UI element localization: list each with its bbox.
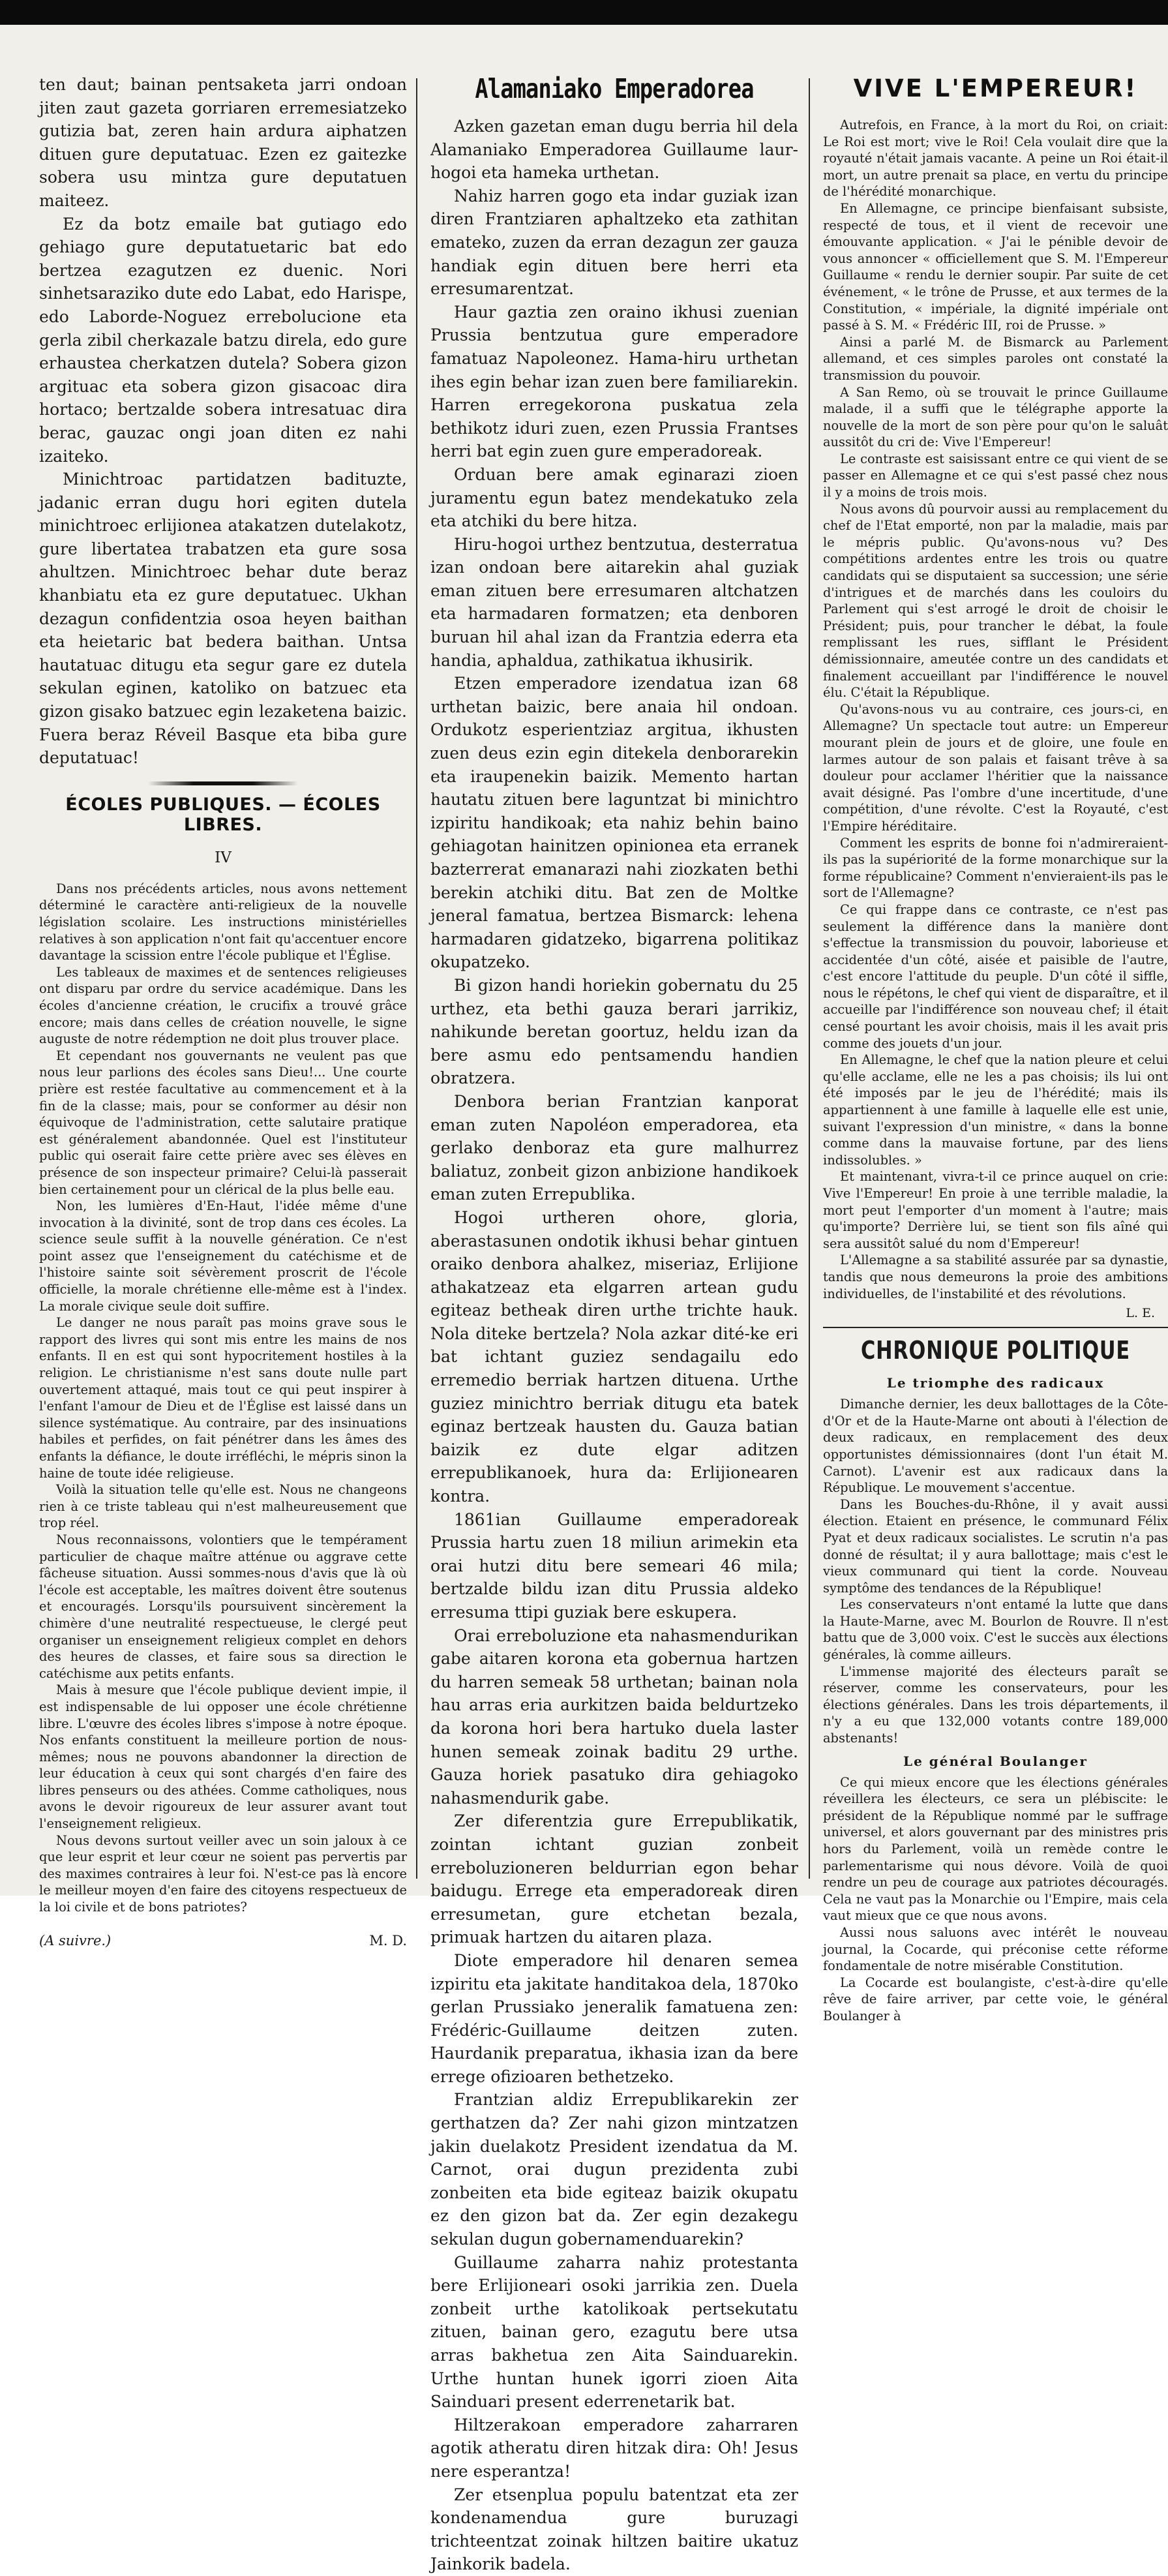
paragraph: L'immense majorité des électeurs paraît se réserver, comme les conservateurs, pour les élections générales. Dans les trois départements, il n'y a eu que 132,000 votants contre 189,000 abstenants! [823, 1663, 1168, 1746]
paragraph: Nous avons dû pourvoir aussi au remplacement du chef de l'Etat emporté, non par la maladie, mais par le mépris public. Qu'avons-nous vu? Des compétitions ardentes entre les trois ou quatre candidats qui se disputaient sa succession; une série d'intrigues et de marchés dans les couloirs du Parlement qui s'est arrogé le droit de choisir le Président; puis, pour trancher le débat, la foule remplissant les rues, sifflant le Président démissionnaire, ameutée contre un des candidats et finalement accueillant par l'indifférence le nouvel élu. C'était la République. [823, 501, 1168, 701]
divider-ornament [148, 781, 298, 785]
paragraph: Nous reconnaissons, volontiers que le tempérament particulier de chaque maître atténue ou aggrave cette fâcheuse situation. Aussi sommes-nous d'avis que là où l'école est acceptable, les maîtres doivent être soutenus et encouragés. Lorsqu'ils poursuivent sincèrement la chimère d'une neutralité respectueuse, le clergé peut organiser un enseignement religieux complet en dehors des heures de classes, et faire sous sa direction le catéchisme aux petits enfants. [39, 1532, 407, 1681]
paragraph: Le danger ne nous paraît pas moins grave sous le rapport des livres qui sont mis entre les mains de nos enfants. Il en est qui sont hypocritement hostiles à la religion. Le christianisme n'est sans doute nulle part ouvertement attaqué, mais tout ce qui peut inspirer à l'enfant l'amour de Dieu et de l'Église est laissé dans un silence systématique. Au contraire, par des insinuations habiles et perfides, on fait pénétrer dans les âmes des enfants la défiance, le doute irréfléchi, le mépris sinon la haine de toute idée religieuse. [39, 1315, 407, 1481]
paragraph: A San Remo, où se trouvait le prince Guillaume malade, il a suffi que le télégraphe apporte la nouvelle de la mort de son père pour qu'on le saluât aussitôt du cri de: Vive l'Empereur! [823, 384, 1168, 450]
chronique-radicaux [823, 1396, 1168, 1746]
article-ecoles [39, 881, 407, 1916]
paragraph: Aussi nous saluons avec intérêt le nouveau journal, la Cocarde, qui préconise cette réforme fondamentale de notre misérable Constitution. [823, 1924, 1168, 1974]
paragraph: Zer etsenplua populu batentzat eta zer kondenamendua gure buruzagi trichteentzat zoinak hiltzen baitire ukatuz Jainkorik badela. [430, 2485, 798, 2574]
scan-top-border [0, 0, 1168, 25]
section-heading-ecoles: ÉCOLES PUBLIQUES. — ÉCOLES LIBRES. [65, 794, 381, 835]
paragraph: ten daut; bainan pentsaketa jarri ondoan jiten zaut gazeta gorriaren erremesiatzeko gutizia bat, zeren hain ardura aiphatzen dituen gure deputatuac. Ezen ez gaitezke sobera usu mintza gure deputatuen maiteez. [39, 75, 407, 210]
paragraph: Ce qui mieux encore que les élections générales réveillera les électeurs, ce sera un plébiscite: le président de la République nommé par le suffrage universel, et alors gouvernant par des ministres pris hors du Parlement, voilà un remède contre le parlementarisme qui nous dévore. Voilà de quoi rendre un peu de courage aux patriotes découragés. Cela ne vaut pas la Monarchie ou l'Empire, mais cela vaut mieux que ce que nous avons. [823, 1774, 1168, 1924]
to-be-continued: (A suivre.) [39, 1932, 112, 1948]
chronique-boulanger [823, 1774, 1168, 2025]
author-initials: L. E. [1126, 1306, 1155, 1321]
paragraph: Dans nos précédents articles, nous avons nettement déterminé le caractère anti-religieux de la nouvelle législation scolaire. Les instructions ministérielles relatives à son application n'ont fait qu'accentuer encore davantage la scission entre l'école publique et l'Église. [39, 881, 407, 963]
paragraph: Ainsi a parlé M. de Bismarck au Parlement allemand, et ces simples paroles ont constaté la transmission du pouvoir. [823, 334, 1168, 383]
paragraph: Le contraste est saisissant entre ce qui vient de se passer en Allemagne et ce qui s'est passé chez nous il y a moins de trois mois. [823, 451, 1168, 500]
paragraph: Ce qui frappe dans ce contraste, ce n'est pas seulement la différence dans la manière dont s'effectue la transmission du pouvoir, laborieuse et accidentée d'un côté, aisée et paisible de l'autre, c'est encore l'attitude du peuple. D'un côté il siffle, nous le répétons, le chef qui vient de disparaître, et il accueille par l'indifférence son nouveau chef; il était censé pourtant les avoir choisis, mais il les avait pris comme des jouets d'un jour. [823, 902, 1168, 1051]
column-right [823, 73, 1168, 2023]
paragraph: Nous devons surtout veiller avec un soin jaloux à ce que leur esprit et leur cœur ne soient pas pervertis par des maximes contraires à leur foi. N'est-ce pas là encore le meilleur moyen d'en faire des citoyens respectueux de la loi civile et de bons patriotes? [39, 1832, 407, 1915]
paragraph: Les conservateurs n'ont entamé la lutte que dans la Haute-Marne, avec M. Bourlon de Rouvre. Il n'est battu que de 3,000 voix. C'est le succès aux élections générales, là comme ailleurs. [823, 1597, 1168, 1663]
basque-text-continuation [39, 73, 407, 770]
subheading-boulanger: Le général Boulanger [903, 1753, 1088, 1769]
paragraph: Non, les lumières d'En-Haut, l'idée même d'une invocation à la divinité, sont de trop dans ces écoles. La science seule suffit à la nouvelle génération. Ce n'est point assez que l'enseignement du catéchisme et de l'histoire sainte soit sévèrement proscrit de l'école officielle, la morale chrétienne elle-même est à l'index. La morale civique seule doit suffire. [39, 1198, 407, 1314]
paragraph: En Allemagne, ce principe bienfaisant subsiste, respecté de tous, et il vient de recevoir une émouvante application. « J'ai le pénible devoir de vous annoncer « officiellement que S. M. l'Empereur Guillaume « rendu le dernier soupir. Par suite de cet événement, « le trône de Prusse, et aux termes de la Constitution, « impériale, la dignité impériale ont passé à S. M. « Frédéric III, roi de Prusse. » [823, 200, 1168, 333]
paragraph: Nahiz harren gogo eta indar guziak izan diren Frantziaren aphaltzeko eta zathitan emateko, zuzen da erran dezagun zer gauza handiak egin dituen bere herri eta erresumarentzat. [430, 186, 798, 299]
paragraph: Azken gazetan eman dugu berria hil dela Alamaniako Emperadorea Guillaume laur-hogoi eta hameka urthetan. [430, 117, 798, 183]
paragraph: En Allemagne, le chef que la nation pleure et celui qu'elle acclame, elle ne les a pas choisis; ils lui ont été imposés par le jeu de l'hérédité; mais ils appartiennent à une famille à laquelle elle est unie, suivant l'expression d'un ministre, « dans la bonne comme dans la mauvaise fortune, par des liens indissolubles. » [823, 1052, 1168, 1168]
article-footer [39, 1933, 407, 1948]
paragraph: Orai erreboluzione eta nahasmendurikan gabe aitaren korona eta gobernua hartzen du harren semeak 58 urthetan; bainan nola hau arras eria aurkitzen baida beldurtzeko da korona hori bera hartuko duela laster hunen semeak zoinak baditu 29 urthe. Gauza horiek pasatuko dira gehiagoko nahasmendurik gabe. [430, 1626, 798, 1808]
subheading-radicaux: Le triomphe des radicaux [886, 1375, 1105, 1391]
paragraph: La Cocarde est boulangiste, c'est-à-dire qu'elle rêve de faire arriver, par cette voie, le général Boulanger à [823, 1975, 1168, 2023]
paragraph: Diote emperadore hil denaren semea izpiritu eta jakitate handitakoa dela, 1870ko gerlan Prussiako jeneralik famatuena zen: Frédéric-Guillaume deitzen zuten. Haurdanik preparatua, ikhasia izan da bere errege ofizioaren bethetzeko. [430, 1950, 798, 2086]
author-initials: M. D. [369, 1932, 407, 1948]
divider-line [823, 1327, 1168, 1328]
paragraph: Bi gizon handi horiekin gobernatu du 25 urthez, eta bethi gauza berari jarrikiz, nahikunde beretan goortuz, heldu izan da bere asmu edo pentsamendu handien obratzera. [430, 975, 798, 1088]
paragraph: Ez da botz emaile bat gutiago edo gehiago gure deputatuetaric bat edo bertzea ezagutzen ez duenic. Nori sinhetsaraziko dute edo Labat, edo Harispe, edo Laborde-Noguez errebolucione eta gerla zibil cherkazale batzu direla, edo gure erhaustea cherkatzen dutela? Sobera gizon argituac eta sobera gizon gisacoac dira hortaco; bertzalde sobera intresatuac dira berac, gauzac ongi joan diten ez nahi izaiteko. [39, 214, 407, 466]
paragraph: Autrefois, en France, à la mort du Roi, on criait: Le Roi est mort; vive le Roi! Cela voulait dire que la royauté n'était jamais vacante. A peine un Roi était-il mort, un autre prenait sa place, en vertu du principe de l'hérédité monarchique. [823, 117, 1168, 200]
paragraph: Voilà la situation telle qu'elle est. Nous ne changeons rien à ce triste tableau qui n'est malheureusement que trop réel. [39, 1482, 407, 1531]
paragraph: Minichtroac partidatzen badituzte, jadanic erran dugu hori egiten dutela minichtroec erlijionea atakatzen dutelakotz, gure libertatea trabatzen eta gure sosa ahultzen. Minichtroec behar dute beraz khanbiatu eta ez gure deputatuec. Ukhan dezagun confidentzia osoa heyen baithan eta heietaric bat bedera baithan. Untsa hautatuac ditugu eta segur gare ez dutela sekulan eginen, katoliko on batzuec eta gizon gisako batzuec egin lezaketena baizic. Fuera beraz Réveil Basque eta biba gure deputatuac! [39, 470, 407, 768]
headline-vive-empereur: VIVE L'EMPEREUR! [853, 74, 1138, 102]
paragraph: Dans les Bouches-du-Rhône, il y avait aussi élection. Etaient en présence, le communard Félix Pyat et deux radicaux socialistes. Le scrutin n'a pas donné de résultat; il y aura ballottage; mais c'est le vieux communard qui tient la corde. Nouveau symptôme des tendances de la République! [823, 1496, 1168, 1596]
paragraph: Haur gaztia zen oraino ikhusi zuenian Prussia bentzutua gure emperadore famatuaz Napoleonez. Hama-hiru urthetan ihes egin behar izan zuen bere familiarekin. Harren erregekorona puskatua zela bethikotz iduri zuen, ezen Prussia Frantses herri bat egin zuen gure emperadoreak. [430, 302, 798, 461]
column-rule [809, 78, 810, 1879]
article-vive-empereur [823, 117, 1168, 1302]
paragraph: Denbora berian Frantzian kanporat eman zuten Napoléon emperadorea, eta gerlako denboraz eta gure malhurrez baliatuz, zonbeit gizon anbizione handikoek eman zuten Errepublika. [430, 1091, 798, 1204]
article-emperadorea [430, 115, 798, 2576]
paragraph: Les tableaux de maximes et de sentences religieuses ont disparu par ordre du service académique. Dans les écoles d'ancienne création, le crucifix a trouvé grâce encore; mais dans celles de création nouvelle, le signe auguste de notre rédemption ne doit plus trouver place. [39, 964, 407, 1047]
paragraph: Dimanche dernier, les deux ballottages de la Côte-d'Or et de la Haute-Marne ont abouti à l'élection de deux radicaux, en remplacement des deux opportunistes démissionnaires (dont l'un était M. Carnot). L'avenir est aux radicaux dans la République. Le mouvement s'accentue. [823, 1397, 1168, 1496]
paragraph: 1861ian Guillaume emperadoreak Prussia hartu zuen 18 miliun arimekin eta orai hutzi ditu bere semeari 46 mila; bertzalde bildu izan ditu Prussia aldeko erresuma ttipi guziak bere eskupera. [430, 1509, 798, 1622]
paragraph: Frantzian aldiz Errepublikarekin zer gerthatzen da? Zer nahi gizon mintzatzen jakin duelakotz President izendatua da M. Carnot, orai dugun prezidenta zubi zonbeiten eta bide egiteaz baizik okupatu ez den gizon bat da. Zer egin dezakegu sekulan dugun gobernamenduarekin? [430, 2090, 798, 2249]
headline-emperadorea: Alamaniako Emperadorea [475, 73, 754, 104]
paragraph: Qu'avons-nous vu au contraire, ces jours-ci, en Allemagne? Un spectacle tout autre: un Empereur mourant plein de jours et de gloire, une foule en larmes autour de son palais et faisant trêve à sa douleur pour acclamer l'héritier que la naissance avait désigné. Pas l'ombre d'une incertitude, d'une compétition, d'une révolte. C'est la Royauté, c'est l'Empire héréditaire. [823, 701, 1168, 834]
paragraph: L'Allemagne a sa stabilité assurée par sa dynastie, tandis que nous demeurons la proie des ambitions individuelles, de l'instabilité et des révolutions. [823, 1252, 1168, 1301]
paragraph: Hiru-hogoi urthez bentzutua, desterratua izan ondoan bere aitarekin ahal guziak eman zituen bere erresumaren altchatzen eta harmadaren formatzen; eta denboren buruan hil ahal izan da Frantzia ederra eta handia, aphaldua, zathikatua ikhusirik. [430, 534, 798, 670]
paragraph: Hiltzerakoan emperadore zaharraren agotik atheratu diren hitzak dira: Oh! Jesus nere esperantza! [430, 2415, 798, 2481]
paragraph: Orduan bere amak eginarazi zioen juramentu egun batez mendekatuko zela eta atchiki du bere hitza. [430, 464, 798, 531]
article-part-number: IV [215, 849, 232, 866]
paragraph: Mais à mesure que l'école publique devient impie, il est indispensable de lui opposer une école chrétienne libre. L'œuvre des écoles libres s'impose à notre époque. Nos enfants constituent la meilleure portion de nous-mêmes; nous ne pouvons abandonner la direction de leur éducation à ceux qui sont chargés d'en faire des libres penseurs ou des athées. Comme catholiques, nous avons le devoir rigoureux de leur assurer avant tout l'enseignement religieux. [39, 1682, 407, 1832]
column-rule [416, 78, 417, 1879]
paragraph: Hogoi urtheren ohore, gloria, aberastasunen ondotik ikhusi behar gintuen oraiko denbora ahalkez, miseriaz, Erlijione athakatzeaz eta elgarren artean gudu egiteaz betheak diren urthe trichte hauk. Nola diteke bertzela? Nola azkar dité-ke eri bat ichtant guziez sendagailu edo erremedio berriak hartzen dituena. Urthe guziez minichtro berriak ditugu eta batek eginaz bertzeak hausten du. Gauza batian baizik ez dute elgar aditzen errepublikanoek, hura da: Erlijionearen kontra. [430, 1207, 798, 1506]
column-middle [430, 73, 798, 2574]
paragraph: Et cependant nos gouvernants ne veulent pas que nous leur parlions des écoles sans Dieu!... Une courte prière est restée facultative au commencement et à la fin de la classe; mais, pour se conformer au désir non équivoque de l'administration, cette salutaire pratique est généralement abandonnée. Quel est l'instituteur public qui oserait faire cette prière avec ses élèves en présence de son inspecteur primaire? Celui-là passerait bien certainement pour un clérical de la plus belle eau. [39, 1048, 407, 1197]
paragraph: Zer diferentzia gure Errepublikatik, zointan ichtant guzian zonbeit erreboluzioneren beldurrian egon behar baidugu. Errege eta emperadoreak diren erresumetan, gure etchetan bezala, primuak hartzen du aitaren plaza. [430, 1811, 798, 1947]
paragraph: Et maintenant, vivra-t-il ce prince auquel on crie: Vive l'Empereur! En proie à une terrible maladie, la mort peut l'emporter d'un moment à l'autre; mais qu'importe? Derrière lui, se tient son fils aîné qui sera aussitôt salué du nom d'Empereur! [823, 1169, 1168, 1251]
paragraph: Etzen emperadore izendatua izan 68 urthetan baizic, bere anaia hil ondoan. Ordukotz esperientziaz argitua, ikhusten zuen deus ezin egin ditekela denborarekin eta iraupenekin baizik. Memento hartan hautatu zituen bere laguntzat bi minichtro izpiritu handikoak; eta nahiz behin baino gehiagotan hainitzen opinionea eta erranek bazterrerat emanarazi nahi ziozkaten bethi berekin atchiki ditu. Bat zen de Moltke jeneral famatua, bertzea Bismarck: lehena harmadaren gidatzeko, bigarrena politikaz okupatzeko. [430, 674, 798, 972]
headline-chronique: CHRONIQUE POLITIQUE [861, 1336, 1130, 1365]
paragraph: Guillaume zaharra nahiz protestanta bere Erlijioneari osoki jarrikia zen. Duela zonbeit urthe katolikoak pertsekutatu zituen, bainan gero, ezagutu bere utsa arras bakhetua zen Aita Sainduarekin. Urthe huntan hunek igorri zioen Aita Sainduari present ederrenetarik bat. [430, 2252, 798, 2412]
paragraph: Comment les esprits de bonne foi n'admireraient-ils pas la supériorité de la forme monarchique sur la forme républicaine? Comment n'envieraient-ils pas le sort de l'Allemagne? [823, 835, 1168, 901]
column-left [39, 73, 407, 1948]
